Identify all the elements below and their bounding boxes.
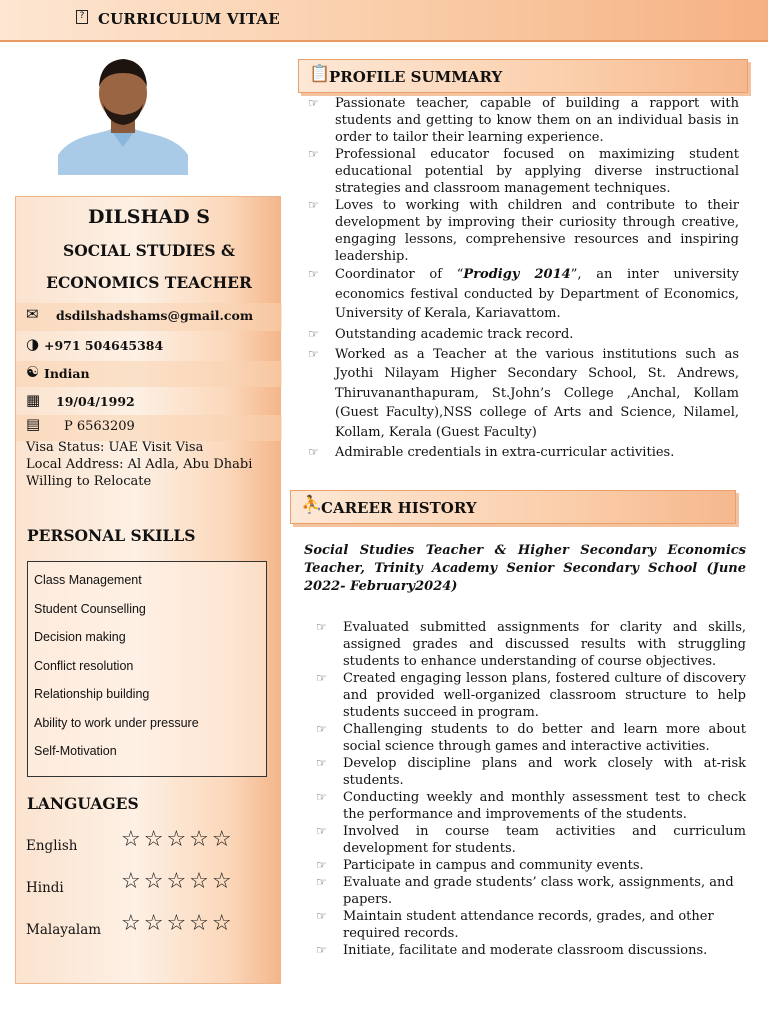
passport-icon: ▤ xyxy=(26,415,41,433)
pointing-hand-icon: ☞ xyxy=(316,943,327,957)
relocation-note: Willing to Relocate xyxy=(26,474,152,489)
phone-row xyxy=(26,333,292,359)
list-item xyxy=(304,95,739,146)
skill-item: Decision making xyxy=(34,630,126,644)
list-item-text: ”, an inter university economics festival conducted by Department of Economics, University of Kerala, Kariavattom. xyxy=(335,267,739,321)
skills-heading: PERSONAL SKILLS xyxy=(27,526,196,545)
career-history-header xyxy=(290,490,736,524)
envelope-icon: ✉ xyxy=(26,305,39,323)
list-item-text: Challenging students to do better and learn more about social science through games and interactive activities. xyxy=(343,722,746,754)
email-text[interactable]: dsdilshadshams@gmail.com xyxy=(56,308,254,323)
list-item-text: Loves to working with children and contribute to their development by improving their curiosity through creative, engaging lessons, comprehensive resources and inspiring leadership. xyxy=(335,198,739,264)
pointing-hand-icon: ☞ xyxy=(308,346,319,361)
list-item-text: Involved in course team activities and curriculum development for students. xyxy=(343,824,746,856)
email-row xyxy=(26,303,292,329)
dob-row xyxy=(26,389,292,415)
pointing-hand-icon: ☞ xyxy=(316,756,327,770)
profile-summary-list xyxy=(304,95,739,461)
list-item xyxy=(304,444,739,461)
language-name: Hindi xyxy=(26,880,64,896)
figure-icon: ⛹ xyxy=(301,495,323,515)
header-bar xyxy=(0,0,768,42)
pointing-hand-icon: ☞ xyxy=(308,445,319,459)
pointing-hand-icon: ☞ xyxy=(316,671,327,685)
visa-status: Visa Status: UAE Visit Visa xyxy=(26,440,204,455)
dob-text: 19/04/1992 xyxy=(56,394,135,409)
profile-summary-header xyxy=(298,59,748,93)
list-item xyxy=(304,326,739,343)
list-item xyxy=(312,908,746,942)
pointing-hand-icon: ☞ xyxy=(316,620,327,634)
phone-icon: ◑ xyxy=(26,335,40,353)
pointing-hand-icon: ☞ xyxy=(308,147,319,161)
profile-photo-image xyxy=(58,47,188,175)
list-item-text: Participate in campus and community events. xyxy=(343,858,644,873)
list-item-text: Develop discipline plans and work closely with at-risk students. xyxy=(343,756,746,788)
job-title-line2: ECONOMICS TEACHER xyxy=(46,273,252,292)
nationality-row xyxy=(26,361,292,387)
document-icon: ? xyxy=(76,10,88,24)
list-item-text: Passionate teacher, capable of building a rapport with students and getting to know them on an individual basis in order to tailor their learning experience. xyxy=(335,96,739,145)
local-address: Local Address: Al Adla, Abu Dhabi xyxy=(26,457,253,472)
pointing-hand-icon: ☞ xyxy=(316,722,327,736)
profile-photo xyxy=(58,47,188,175)
list-item xyxy=(312,755,746,789)
skills-box xyxy=(27,561,267,777)
language-name: Malayalam xyxy=(26,922,102,938)
languages-heading: LANGUAGES xyxy=(27,794,139,813)
star-rating-icon: ☆☆☆☆☆ xyxy=(121,827,235,852)
passport-row xyxy=(26,413,292,439)
phone-text: +971 504645384 xyxy=(44,338,164,353)
list-item xyxy=(312,670,746,721)
clipboard-icon: 📋 xyxy=(309,64,331,84)
star-rating-icon: ☆☆☆☆☆ xyxy=(121,869,235,894)
yin-yang-icon: ☯ xyxy=(26,363,40,381)
list-item-text: Outstanding academic track record. xyxy=(335,326,574,342)
list-item-text: Professional educator focused on maximizing student educational potential by applying diverse instructional strategies and classroom management techniques. xyxy=(335,147,739,196)
skill-item: Student Counselling xyxy=(34,602,146,616)
pointing-hand-icon: ☞ xyxy=(316,875,327,889)
list-item-text: Created engaging lesson plans, fostered culture of discovery and provided well-organized classroom structure to help students succeed in program. xyxy=(343,671,746,720)
list-item xyxy=(304,197,739,265)
list-item-text: Coordinator of “ xyxy=(335,267,464,282)
skill-item: Conflict resolution xyxy=(34,659,134,673)
job-title-line1: SOCIAL STUDIES & xyxy=(63,241,235,260)
career-history-title: CAREER HISTORY xyxy=(321,499,477,517)
skill-item: Ability to work under pressure xyxy=(34,716,199,730)
list-item xyxy=(312,942,746,959)
passport-text: P 6563209 xyxy=(64,419,135,434)
page-title: CURRICULUM VITAE xyxy=(98,10,280,28)
list-item xyxy=(312,857,746,874)
pointing-hand-icon: ☞ xyxy=(316,824,327,838)
list-item-text: Initiate, facilitate and moderate classroom discussions. xyxy=(343,943,708,958)
profile-summary-title: PROFILE SUMMARY xyxy=(329,68,503,86)
list-item xyxy=(304,265,739,324)
pointing-hand-icon: ☞ xyxy=(316,858,327,872)
star-rating-icon: ☆☆☆☆☆ xyxy=(121,911,235,936)
calendar-icon: ▦ xyxy=(26,391,41,409)
list-item xyxy=(312,721,746,755)
pointing-hand-icon: ☞ xyxy=(308,267,319,281)
candidate-name: DILSHAD S xyxy=(88,206,210,228)
skill-item: Self-Motivation xyxy=(34,744,117,758)
language-name: English xyxy=(26,838,78,854)
pointing-hand-icon: ☞ xyxy=(308,198,319,212)
list-item-text: Maintain student attendance records, grades, and other required records. xyxy=(343,909,714,941)
pointing-hand-icon: ☞ xyxy=(316,790,327,804)
list-item xyxy=(312,789,746,823)
list-item-text: Worked as a Teacher at the various institutions such as Jyothi Nilayam Higher Secondary School, St. Andrews, Thiruvananthapuram, St.John’s College ,Anchal, Kollam (Guest Faculty),NSS college of Arts and Science, Nilamel, Kollam, Kerala (Guest Faculty) xyxy=(335,346,739,440)
skill-item: Relationship building xyxy=(34,687,150,701)
pointing-hand-icon: ☞ xyxy=(308,96,319,110)
pointing-hand-icon: ☞ xyxy=(308,326,319,341)
career-duties-list xyxy=(312,619,746,959)
list-item-text: Evaluate and grade students’ class work, assignments, and papers. xyxy=(343,875,734,907)
list-item xyxy=(312,619,746,670)
sidebar xyxy=(15,196,281,984)
event-name: Prodigy 2014 xyxy=(463,267,571,282)
list-item xyxy=(312,823,746,857)
list-item xyxy=(312,874,746,908)
list-item-text: Admirable credentials in extra-curricular activities. xyxy=(335,445,675,460)
nationality-text: Indian xyxy=(44,366,90,381)
list-item xyxy=(304,345,739,443)
skill-item: Class Management xyxy=(34,573,142,587)
pointing-hand-icon: ☞ xyxy=(316,909,327,923)
job-title: Social Studies Teacher & Higher Secondary Economics Teacher, Trinity Academy Senior Secondary School (June 2022- February2024) xyxy=(304,543,746,594)
list-item-text: Conducting weekly and monthly assessment test to check the performance and improvements of the students. xyxy=(343,790,746,822)
list-item xyxy=(304,146,739,197)
list-item-text: Evaluated submitted assignments for clarity and skills, assigned grades and discussed results with struggling students to enhance understanding of course objectives. xyxy=(343,620,746,669)
